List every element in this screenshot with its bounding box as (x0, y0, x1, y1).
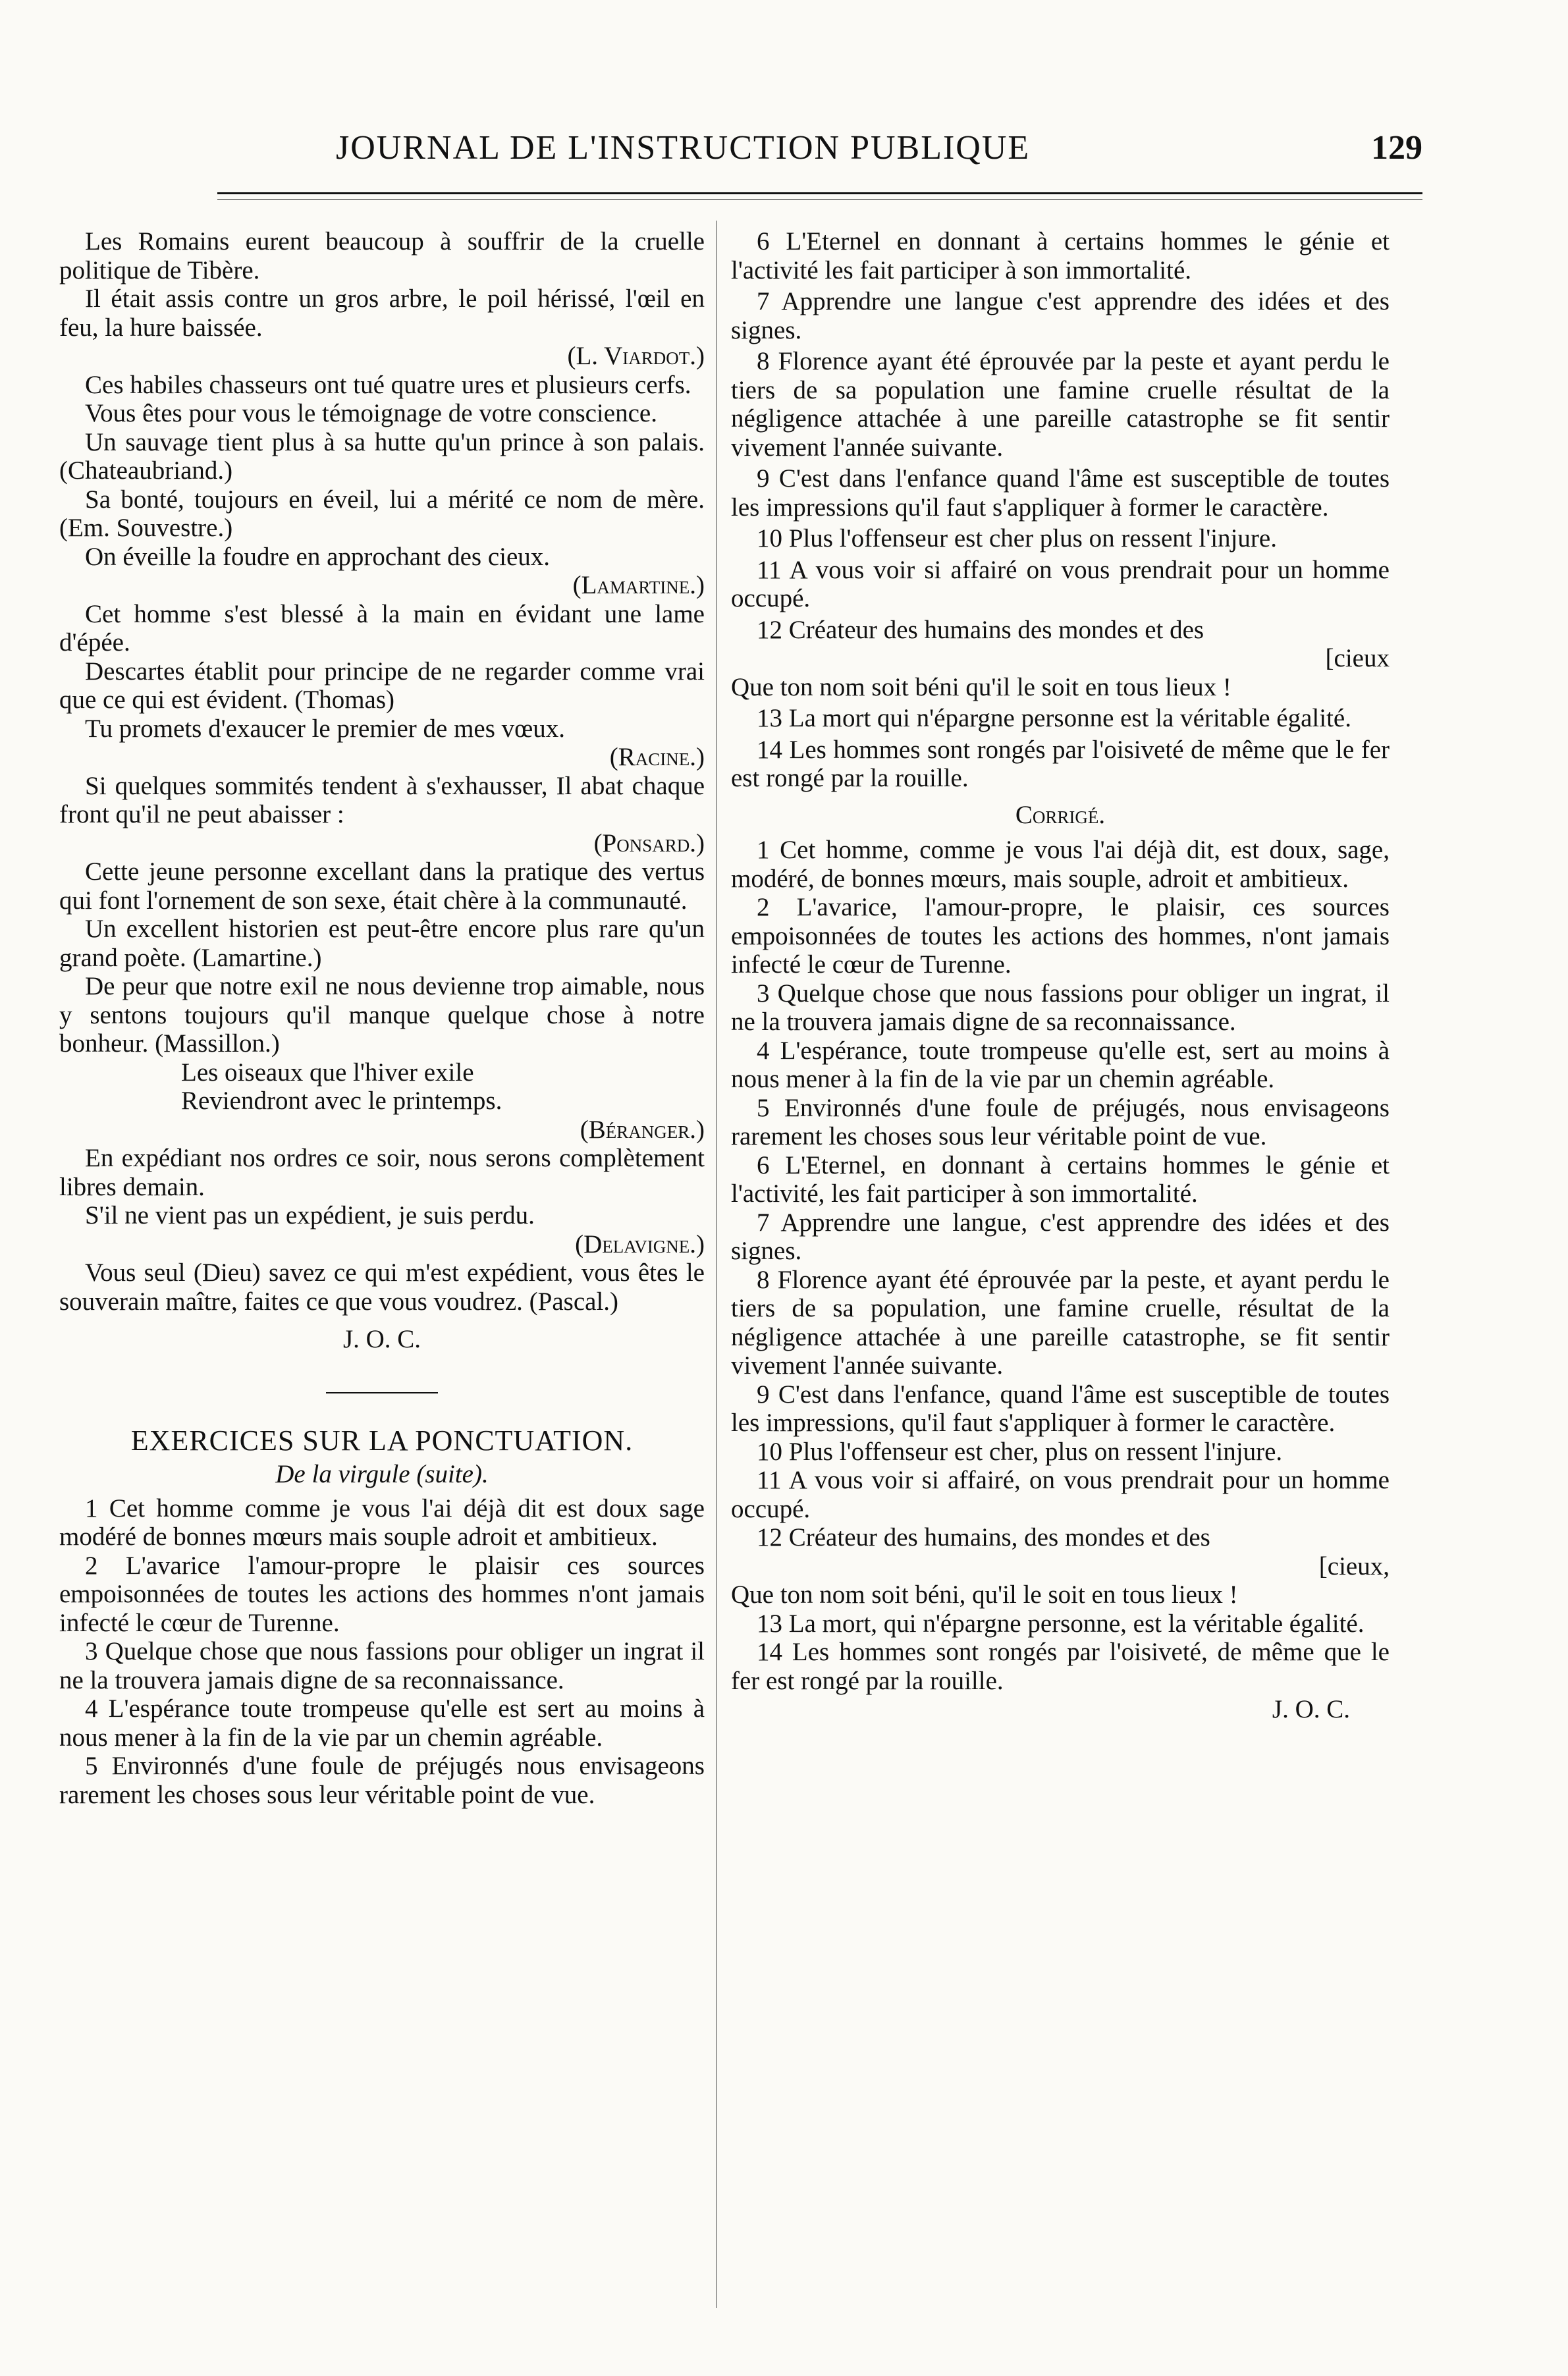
exercise-item: 10 Plus l'offenseur est cher plus on ressent l'injure. (757, 524, 1277, 553)
quote-paragraph: Il était assis contre un gros arbre, le poil hérissé, l'œil en feu, la hure baissée. (59, 284, 705, 342)
quotes-block (59, 227, 705, 1316)
quote-paragraph: On éveille la foudre en approchant des cieux. (85, 542, 551, 571)
quote-verse: Reviendront avec le printemps. (181, 1087, 502, 1115)
section-subtitle: De la virgule (suite). (275, 1460, 489, 1488)
quote-paragraph: Les Romains eurent beaucoup à souffrir de la cruelle politique de Tibère. (59, 227, 705, 284)
exercise-item: 14 Les hommes sont rongés par l'oisiveté de même que le fer est rongé par la rouille. (731, 735, 1390, 792)
quote-attribution: (Béranger.) (580, 1115, 705, 1144)
exercise-item: 9 C'est dans l'enfance quand l'âme est susceptible de toutes les impressions qu'il faut s'appliquer à former le caractère. (731, 464, 1390, 522)
correction-item: 6 L'Eternel, en donnant à certains hommes le génie et l'activité, les fait participer à son immortalité. (731, 1150, 1390, 1208)
quote-paragraph: S'il ne vient pas un expédient, je suis perdu. (85, 1201, 535, 1229)
correction-item: 8 Florence ayant été éprouvée par la peste, et ayant perdu le tiers de sa population, une famine cruelle, résultat de la négligence attachée à une pareille catastrophe, se fit sentir vivement l'année suivante. (731, 1265, 1390, 1380)
right-column (731, 227, 1390, 1724)
quote-paragraph: Un sauvage tient plus à sa hutte qu'un prince à son palais. (Chateaubriand.) (59, 427, 705, 485)
header-rule (217, 192, 1422, 194)
quote-paragraph: Vous seul (Dieu) savez ce qui m'est expédient, vous êtes le souverain maître, faites ce que vous voudrez. (Pascal.) (59, 1258, 705, 1316)
correction-continuation: [cieux, (1318, 1552, 1390, 1580)
correction-item: 14 Les hommes sont rongés par l'oisiveté, de même que le fer est rongé par la rouille. (731, 1638, 1390, 1695)
quote-paragraph: Cette jeune personne excellant dans la pratique des vertus qui font l'ornement de son sexe, était chère à la communauté. (59, 857, 705, 915)
exercise-item: 7 Apprendre une langue c'est apprendre des idées et des signes. (731, 287, 1390, 344)
exercise-item: 1 Cet homme comme je vous l'ai déjà dit est doux sage modéré de bonnes mœurs mais souple adroit et ambitieux. (59, 1494, 705, 1551)
page-number: 129 (1371, 129, 1422, 167)
section-separator (326, 1392, 438, 1393)
quote-attribution: (Ponsard.) (593, 828, 705, 857)
corrige-title: Corrigé. (1015, 800, 1106, 829)
exercise-item: 8 Florence ayant été éprouvée par la peste et ayant perdu le tiers de sa population une famine cruelle résultat de la négligence attachée à une pareille catastrophe se fit sentir vivement l'année suivante. (731, 347, 1390, 462)
page-header (217, 128, 1422, 181)
exercise-verse-line: Que ton nom soit béni qu'il le soit en tous lieux ! (731, 672, 1231, 701)
exercise-list (59, 1494, 705, 1810)
column-divider (716, 221, 717, 2308)
quote-attribution: (Delavigne.) (575, 1229, 705, 1258)
signature: J. O. C. (1272, 1695, 1350, 1723)
header-rule-thin (217, 199, 1422, 200)
signature: J. O. C. (342, 1325, 421, 1353)
correction-item: 11 A vous voir si affairé, on vous prendrait pour un homme occupé. (731, 1466, 1390, 1523)
exercise-continuation: [cieux (1325, 644, 1390, 672)
exercise-item: 5 Environnés d'une foule de préjugés nous envisageons rarement les choses sous leur véritable point de vue. (59, 1752, 705, 1809)
exercise-item: 12 Créateur des humains des mondes et des (757, 615, 1204, 644)
correction-item: 2 L'avarice, l'amour-propre, le plaisir, ces sources empoisonnées de toutes les actions des hommes, n'ont jamais infecté le cœur de Turenne. (731, 893, 1390, 979)
exercise-item: 3 Quelque chose que nous fassions pour obliger un ingrat il ne la trouvera jamais digne de sa reconnaissance. (59, 1637, 705, 1694)
running-title: JOURNAL DE L'INSTRUCTION PUBLIQUE (336, 129, 1031, 167)
correction-item: 1 Cet homme, comme je vous l'ai déjà dit, est doux, sage, modéré, de bonnes mœurs, mais souple, adroit et ambitieux. (731, 836, 1390, 893)
exercise-item: 4 L'espérance toute trompeuse qu'elle est sert au moins à nous mener à la fin de la vie par un chemin agréable. (59, 1694, 705, 1752)
correction-item: 4 L'espérance, toute trompeuse qu'elle est, sert au moins à nous mener à la fin de la vie par un chemin agréable. (731, 1036, 1390, 1093)
quote-paragraph: Vous êtes pour vous le témoignage de votre conscience. (85, 399, 657, 427)
correction-item: 3 Quelque chose que nous fassions pour obliger un ingrat, il ne la trouvera jamais digne de sa reconnaissance. (731, 979, 1390, 1036)
exercise-item: 11 A vous voir si affairé on vous prendrait pour un homme occupé. (731, 555, 1390, 612)
exercise-item: 6 L'Eternel en donnant à certains hommes le génie et l'activité les fait participer à son immortalité. (731, 227, 1390, 284)
quote-paragraph: Si quelques sommités tendent à s'exhausser, Il abat chaque front qu'il ne peut abaisser : (59, 771, 705, 828)
quote-paragraph: Tu promets d'exaucer le premier de mes vœux. (85, 714, 566, 743)
quote-paragraph: Cet homme s'est blessé à la main en évidant une lame d'épée. (59, 599, 705, 657)
correction-item: 7 Apprendre une langue, c'est apprendre des idées et des signes. (731, 1208, 1390, 1265)
quote-attribution: (Racine.) (609, 743, 705, 771)
quote-paragraph: Sa bonté, toujours en éveil, lui a mérité ce nom de mère. (Em. Souvestre.) (59, 485, 705, 542)
correction-item: 13 La mort, qui n'épargne personne, est la véritable égalité. (757, 1609, 1365, 1638)
correction-list (731, 836, 1390, 1695)
quote-paragraph: En expédiant nos ordres ce soir, nous serons complètement libres demain. (59, 1144, 705, 1201)
left-column (59, 227, 705, 1809)
quote-paragraph: Ces habiles chasseurs ont tué quatre ures et plusieurs cerfs. (85, 370, 691, 399)
correction-item: 12 Créateur des humains, des mondes et des (757, 1523, 1210, 1552)
correction-item: 5 Environnés d'une foule de préjugés, nous envisageons rarement les choses sous leur véritable point de vue. (731, 1093, 1390, 1150)
exercise-list (731, 227, 1390, 793)
section-title: EXERCICES SUR LA PONCTUATION. (130, 1424, 634, 1457)
quote-paragraph: Un excellent historien est peut-être encore plus rare qu'un grand poète. (Lamartine.) (59, 915, 705, 972)
quote-verse: Les oiseaux que l'hiver exile (181, 1058, 474, 1087)
exercise-item: 13 La mort qui n'épargne personne est la véritable égalité. (757, 704, 1351, 732)
correction-item: 10 Plus l'offenseur est cher, plus on ressent l'injure. (757, 1437, 1283, 1466)
quote-paragraph: Descartes établit pour principe de ne regarder comme vrai que ce qui est évident. (Thomas) (59, 657, 705, 714)
quote-attribution: (Lamartine.) (572, 571, 705, 599)
correction-verse-line: Que ton nom soit béni, qu'il le soit en tous lieux ! (731, 1580, 1238, 1609)
quote-attribution: (L. Viardot.) (567, 342, 705, 370)
correction-item: 9 C'est dans l'enfance, quand l'âme est susceptible de toutes les impressions, qu'il faut s'appliquer à former le caractère. (731, 1380, 1390, 1437)
exercise-item: 2 L'avarice l'amour-propre le plaisir ces sources empoisonnées de toutes les actions des hommes n'ont jamais infecté le cœur de Turenne. (59, 1551, 705, 1637)
quote-paragraph: De peur que notre exil ne nous devienne trop aimable, nous y sentons toujours qu'il manque quelque chose à notre bonheur. (Massillon.) (59, 972, 705, 1058)
